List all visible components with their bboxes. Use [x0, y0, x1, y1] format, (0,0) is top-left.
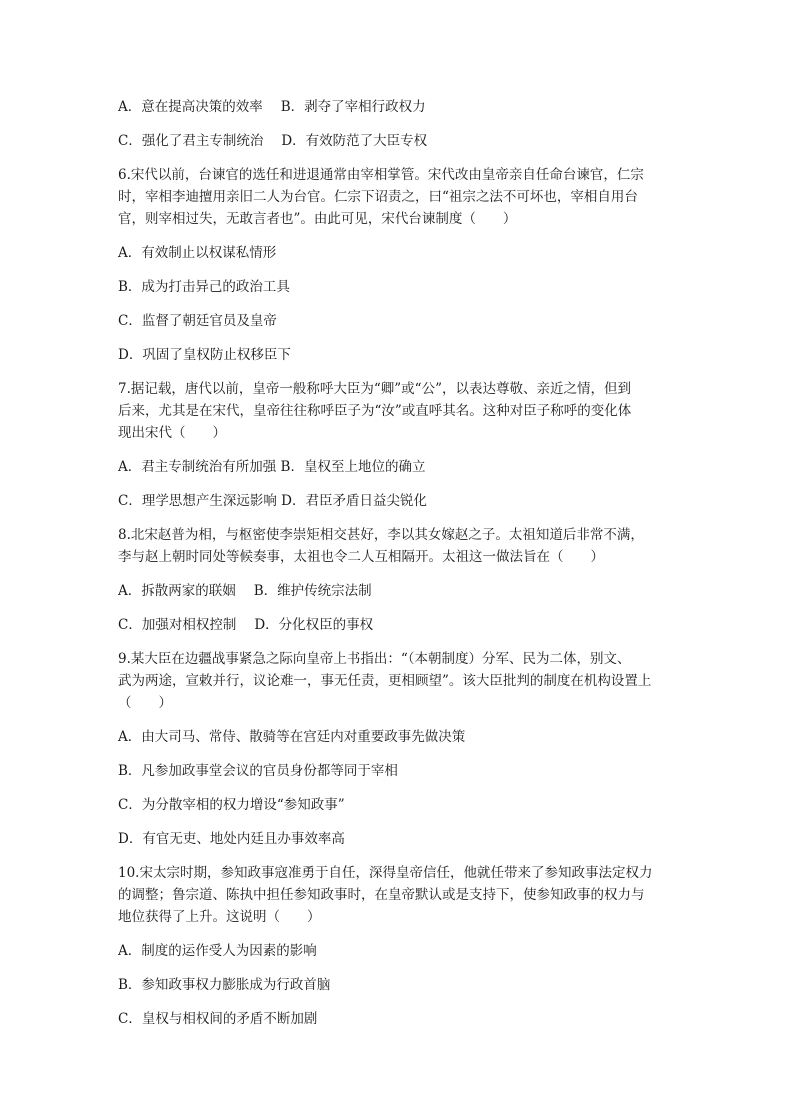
question-8 — [118, 524, 678, 568]
option-b: B．皇权至上地位的确立 — [280, 459, 426, 475]
question-text-line: （ ） — [118, 695, 172, 711]
option-row — [118, 96, 678, 118]
option-a: A．制度的运作受人为因素的影响 — [118, 943, 317, 959]
option-row — [118, 130, 678, 152]
option-b: B．凡参加政事堂会议的官员身份都等同于宰相 — [118, 763, 398, 779]
option-a: A．拆散两家的联姻 — [118, 583, 236, 599]
option-c: C．强化了君主专制统治 — [118, 133, 264, 149]
question-text-line: 地位获得了上升。这说明（ ） — [118, 909, 321, 925]
option-d: D．有效防范了大臣专权 — [281, 133, 428, 149]
option-c: C．理学思想产生深远影响 — [118, 493, 277, 509]
question-text-line: 10.宋太宗时期，参知政事寇准勇于自任，深得皇帝信任，他就任带来了参知政事法定权力 — [118, 865, 653, 881]
question-text-line: 9.某大臣在边疆战事紧急之际向皇帝上书指出：“（本朝制度）分军、民为二体，别文、 — [118, 651, 631, 667]
document-page — [118, 96, 678, 1042]
question-text-line: 现出宋代（ ） — [118, 425, 226, 441]
question-text-line: 7.据记载，唐代以前，皇帝一般称呼大臣为“卿”或“公”，以表达尊敬、亲近之情，但到 — [118, 381, 631, 397]
option-c: C．为分散宰相的权力增设“参知政事” — [118, 797, 345, 813]
option-d: D．巩固了皇权防止权移臣下 — [118, 347, 291, 363]
question-10 — [118, 862, 678, 928]
option-d: D．君臣矛盾日益尖锐化 — [281, 493, 427, 509]
option-row — [118, 580, 678, 602]
option-b: B．剥夺了宰相行政权力 — [280, 99, 426, 115]
question-text-line: 8.北宋赵普为相，与枢密使李崇矩相交甚好，李以其女嫁赵之子。太祖知道后非常不满， — [118, 527, 644, 543]
question-7 — [118, 378, 678, 444]
question-6 — [118, 164, 678, 230]
question-text-line: 官，则宰相过失，无敢言者也”。由此可见，宋代台谏制度（ ） — [118, 211, 517, 227]
option-c: C．皇权与相权间的矛盾不断加剧 — [118, 1011, 318, 1027]
question-9 — [118, 648, 678, 714]
option-a: A．君主专制统治有所加强 — [118, 459, 277, 475]
option-c: C．监督了朝廷官员及皇帝 — [118, 313, 277, 329]
option-a: A．有效制止以权谋私情形 — [118, 245, 277, 261]
option-b: B．参知政事权力膨胀成为行政首脑 — [118, 977, 331, 993]
option-row — [118, 456, 678, 478]
option-d: D．有官无吏、地处内廷且办事效率高 — [118, 831, 345, 847]
question-text-line: 李与赵上朝时同处等候奏事，太祖也令二人互相隔开。太祖这一做法旨在（ ） — [118, 549, 604, 565]
option-b: B．维护传统宗法制 — [253, 583, 372, 599]
question-text-line: 6.宋代以前，台谏官的选任和进退通常由宰相掌管。宋代改由皇帝亲自任命台谏官，仁宗 — [118, 167, 644, 183]
option-b: B．成为打击异己的政治工具 — [118, 279, 290, 295]
option-a: A．意在提高决策的效率 — [118, 99, 263, 115]
question-text-line: 后来，尤其是在宋代，皇帝往往称呼臣子为“汝”或直呼其名。这种对臣子称呼的变化体 — [118, 403, 632, 419]
option-row — [118, 614, 678, 636]
question-text-line: 的调整；鲁宗道、陈执中担任参知政事时，在皇帝默认或是支持下，使参知政事的权力与 — [118, 887, 645, 903]
question-text-line: 时，宰相李迪擅用亲旧二人为台官。仁宗下诏责之，曰“祖宗之法不可坏也，宰相自用台 — [118, 189, 638, 205]
option-c: C．加强对相权控制 — [118, 617, 237, 633]
option-a: A．由大司马、常侍、散骑等在宫廷内对重要政事先做决策 — [118, 729, 466, 745]
option-d: D．分化权臣的事权 — [254, 617, 374, 633]
option-row — [118, 490, 678, 512]
question-text-line: 武为两途，宣敕并行，议论难一，事无任责，更相顾望”。该大臣批判的制度在机构设置上 — [118, 673, 652, 689]
